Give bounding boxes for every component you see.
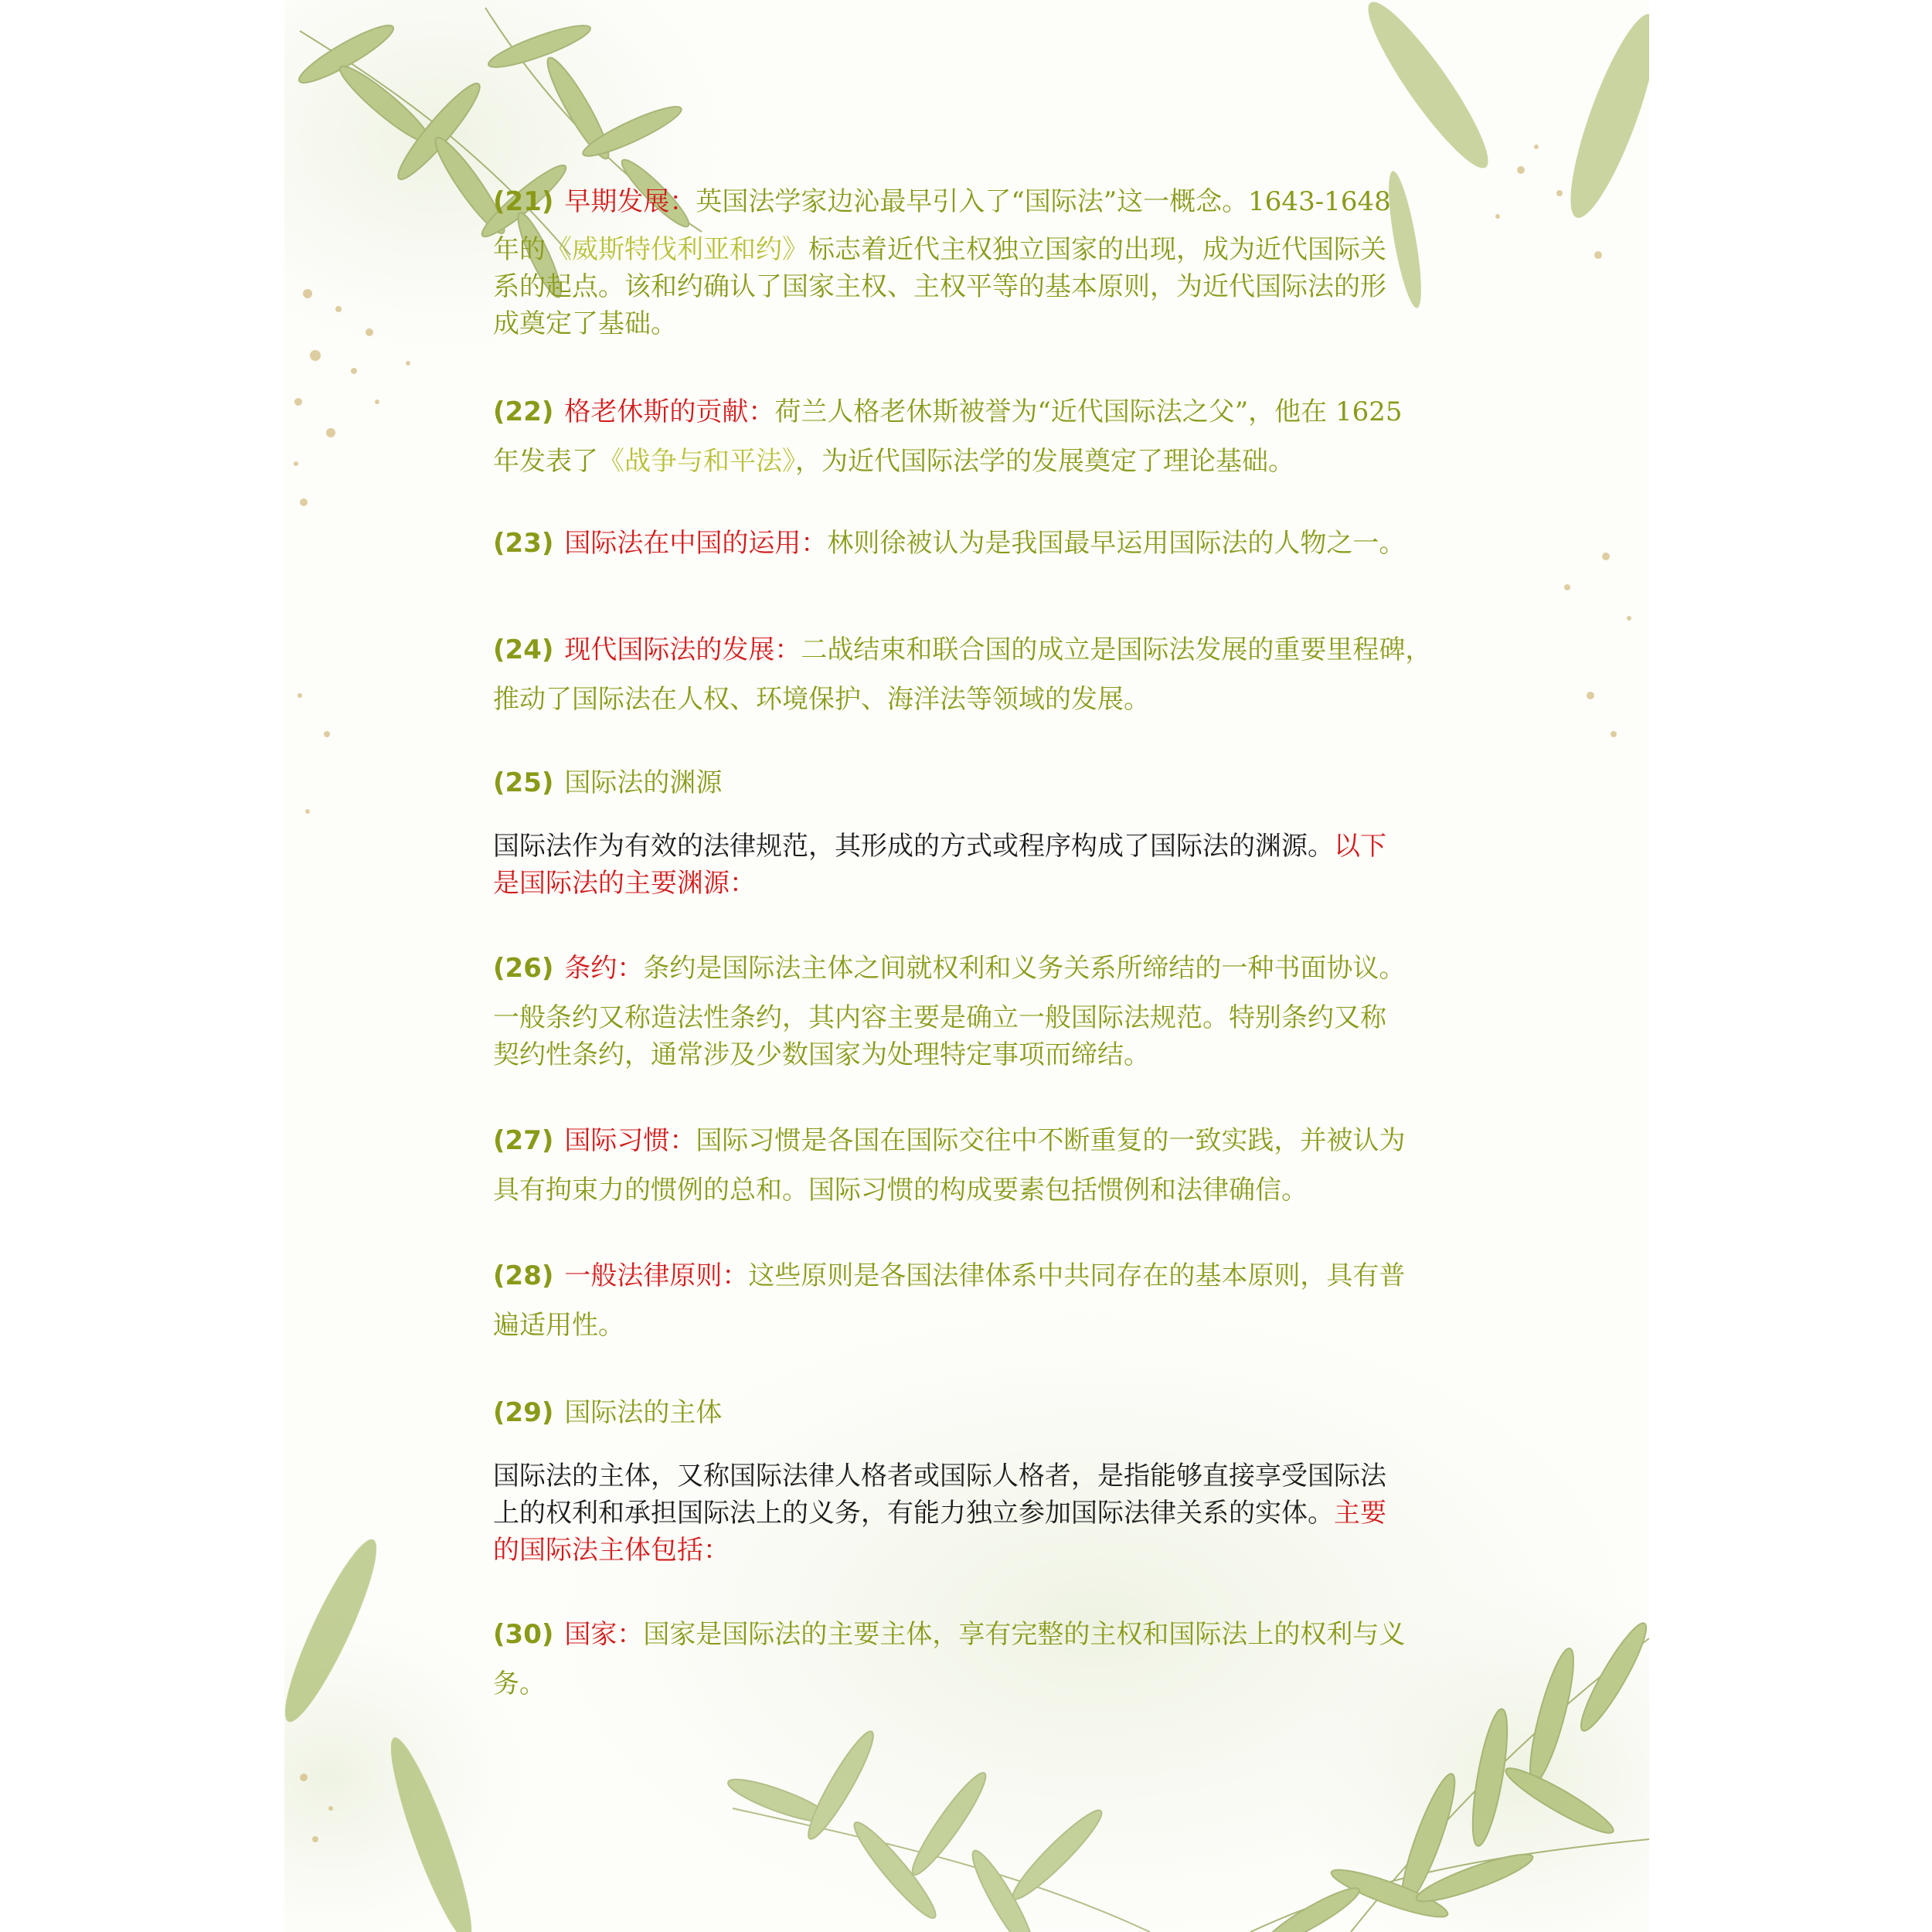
subjects-intro bbox=[493, 1458, 1386, 1569]
item-number: (29) bbox=[493, 1397, 554, 1428]
item-number: (23) bbox=[493, 528, 554, 559]
item-22 bbox=[493, 392, 1403, 480]
item-number: (27) bbox=[493, 1125, 554, 1156]
item-27 bbox=[493, 1121, 1405, 1209]
item-text: 国际习惯是各国在国际交往中不断重复的一致实践，并被认为 bbox=[696, 1125, 1406, 1156]
sources-intro bbox=[493, 828, 1386, 902]
item-text: 二战结束和联合国的成立是国际法发展的重要里程碑， bbox=[801, 634, 1432, 665]
item-number: (24) bbox=[493, 634, 554, 665]
item-text: ，为近代国际法学的发展奠定了理论基础。 bbox=[795, 446, 1294, 477]
item-text: 国家是国际法的主要主体，享有完整的主权和国际法上的权利与义 bbox=[643, 1619, 1406, 1650]
item-term: 条约： bbox=[564, 953, 644, 984]
item-30 bbox=[493, 1614, 1405, 1702]
item-26-line-2: 一般条约又称造法性条约，其内容主要是确立一般国际法规范。特别条约又称 bbox=[493, 1002, 1386, 1033]
document-page bbox=[284, 0, 1649, 1932]
item-text: 条约是国际法主体之间就权利和义务关系所缔结的一种书面协议。 bbox=[643, 953, 1406, 984]
item-26-line-3: 契约性条约，通常涉及少数国家为处理特定事项而缔结。 bbox=[493, 1039, 1150, 1070]
book-title: 《战争与和平法》 bbox=[598, 446, 795, 477]
intro-emphasis: 的国际法主体包括： bbox=[493, 1535, 730, 1566]
item-23-line-1 bbox=[493, 523, 1405, 563]
item-number: (26) bbox=[493, 953, 554, 984]
item-text: 这些原则是各国法律体系中共同存在的基本原则，具有普 bbox=[748, 1260, 1406, 1291]
item-text: 标志着近代主权独立国家的出现，成为近代国际关 bbox=[808, 234, 1386, 265]
item-number: (22) bbox=[493, 396, 554, 427]
item-term: 现代国际法的发展： bbox=[564, 634, 801, 665]
section-heading-sources bbox=[493, 763, 722, 803]
intro-text: 国际法的主体，又称国际法律人格者或国际人格者，是指能够直接享受国际法 bbox=[493, 1461, 1386, 1492]
section-heading: 国际法的主体 bbox=[564, 1397, 723, 1428]
section-heading-subjects bbox=[493, 1393, 722, 1433]
item-21-line-2 bbox=[493, 231, 1391, 268]
item-number: (21) bbox=[493, 186, 554, 217]
item-26-line-1 bbox=[493, 948, 1405, 988]
item-30-line-1 bbox=[493, 1614, 1405, 1655]
item-26 bbox=[493, 948, 1405, 1073]
intro-text: 上的权利和承担国际法上的义务，有能力独立参加国际法律关系的实体。 bbox=[493, 1498, 1334, 1529]
item-21-line-1 bbox=[493, 182, 1391, 222]
item-text: 英国法学家边沁最早引入了“国际法”这一概念。1643-1648 bbox=[696, 186, 1391, 217]
item-number: (28) bbox=[493, 1260, 554, 1291]
item-28-line-1 bbox=[493, 1256, 1405, 1296]
item-number: (30) bbox=[493, 1619, 554, 1650]
item-term: 早期发展： bbox=[564, 186, 696, 217]
item-text: 年发表了 bbox=[493, 446, 598, 477]
intro-text: 国际法作为有效的法律规范，其形成的方式或程序构成了国际法的渊源。 bbox=[493, 831, 1334, 862]
item-27-line-2: 具有拘束力的惯例的总和。国际习惯的构成要素包括惯例和法律确信。 bbox=[493, 1175, 1308, 1206]
item-28-line-2: 遍适用性。 bbox=[493, 1310, 624, 1341]
item-24-line-2: 推动了国际法在人权、环境保护、海洋法等领域的发展。 bbox=[493, 684, 1150, 715]
item-24-line-1 bbox=[493, 630, 1431, 670]
item-28 bbox=[493, 1256, 1405, 1344]
item-text: 林则徐被认为是我国最早运用国际法的人物之一。 bbox=[827, 528, 1406, 559]
item-term: 一般法律原则： bbox=[564, 1260, 749, 1291]
item-term: 国家： bbox=[564, 1619, 644, 1650]
item-23 bbox=[493, 523, 1405, 563]
item-22-line-2 bbox=[493, 443, 1403, 480]
item-21-line-3: 系的起点。该和约确认了国家主权、主权平等的基本原则，为近代国际法的形 bbox=[493, 271, 1386, 302]
item-text: 荷兰人格老休斯被誉为“近代国际法之父”，他在 1625 bbox=[774, 396, 1403, 427]
item-24 bbox=[493, 630, 1431, 718]
item-21-line-4: 成奠定了基础。 bbox=[493, 308, 677, 339]
item-27-line-1 bbox=[493, 1121, 1405, 1161]
intro-emphasis: 以下 bbox=[1334, 831, 1386, 862]
item-term: 国际习惯： bbox=[564, 1125, 696, 1156]
intro-emphasis: 是国际法的主要渊源： bbox=[493, 868, 756, 899]
item-text: 年的 bbox=[493, 234, 546, 265]
item-term: 国际法在中国的运用： bbox=[564, 528, 828, 559]
section-heading: 国际法的渊源 bbox=[564, 767, 723, 798]
book-title: 《威斯特伐利亚和约》 bbox=[546, 234, 808, 265]
intro-emphasis: 主要 bbox=[1334, 1498, 1386, 1529]
item-number: (25) bbox=[493, 767, 554, 798]
item-term: 格老休斯的贡献： bbox=[564, 396, 775, 427]
item-22-line-1 bbox=[493, 392, 1403, 432]
item-30-line-2: 务。 bbox=[493, 1668, 546, 1699]
item-21 bbox=[493, 182, 1391, 342]
